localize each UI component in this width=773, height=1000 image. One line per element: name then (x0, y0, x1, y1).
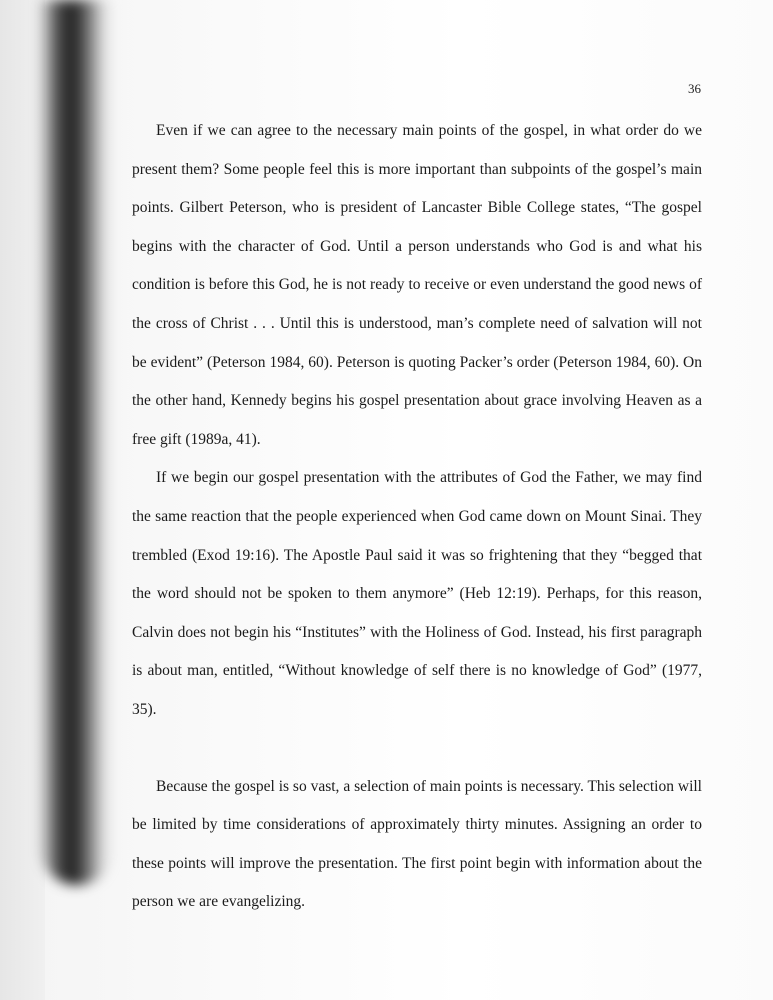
paragraph-1: Even if we can agree to the necessary main points of the gospel, in what order do we present them? Some people feel this is more important than subpoints of the gospel’s main points. Gilbert Peterson, who is president of Lancaster Bible College states, “The gospel begins with the character of God. Until a person understands who God is and what his condition is before this God, he is not ready to receive or even understand the good news of the cross of Christ . . . Until this is understood, man’s complete need of salvation will not be evident” (Peterson 1984, 60). Peterson is quoting Packer’s order (Peterson 1984, 60). On the other hand, Kennedy begins his gospel presentation about grace involving Heaven as a free gift (1989a, 41). (132, 122, 702, 448)
binding-shadow (40, 0, 114, 885)
page-edge-shade (0, 0, 45, 1000)
paragraph-2: If we begin our gospel presentation with the attributes of God the Father, we may find the same reaction that the people experienced when God came down on Mount Sinai. They trembled (Exod 19:16). The Apostle Paul said it was so frightening that they “begged that the word should not be spoken to them anymore” (Heb 12:19). Perhaps, for this reason, Calvin does not begin his “Institutes” with the Holiness of God. Instead, his first paragraph is about man, entitled, “Without knowledge of self there is no knowledge of God” (1977, 35). (132, 469, 702, 718)
body-text (132, 112, 702, 922)
paragraph-3: Because the gospel is so vast, a selection of main points is necessary. This selection will be limited by time considerations of approximately thirty minutes. Assigning an order to these points will improve the presentation. The first point begin with information about the person we are evangelizing. (132, 777, 702, 911)
page-number: 36 (688, 81, 701, 96)
